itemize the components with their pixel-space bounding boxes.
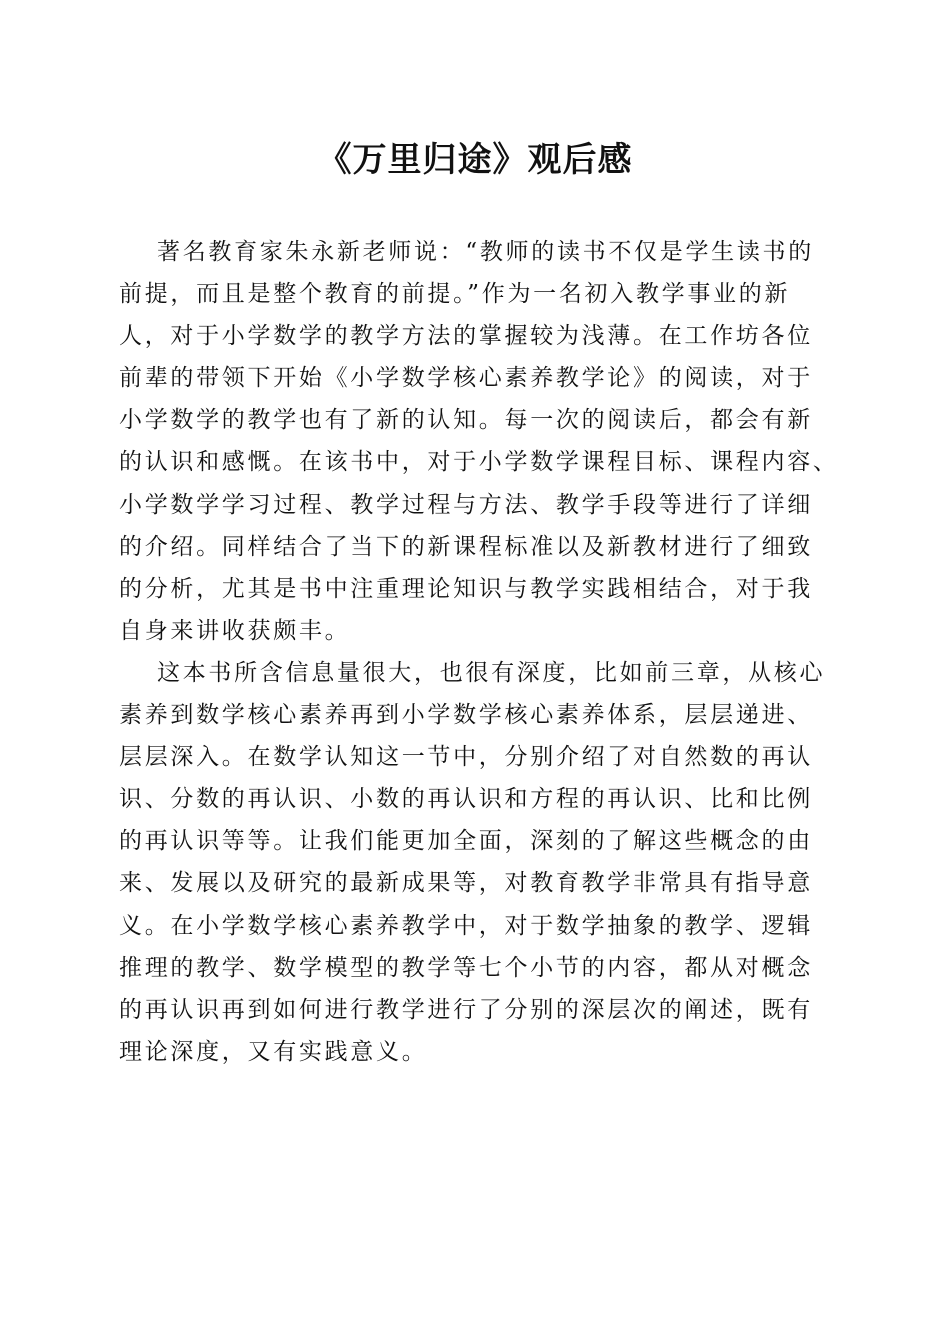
paragraph-line: 人，对于小学数学的教学方法的掌握较为浅薄。在工作坊各位 — [119, 323, 813, 350]
paragraph-line: 的分析，尤其是书中注重理论知识与教学实践相结合，对于我 — [119, 575, 813, 602]
paragraph-line: 自身来讲收获颇丰。 — [119, 617, 351, 644]
document-title: 《万里归途》观后感 — [317, 140, 633, 180]
paragraph-line: 的认识和感慨。在该书中，对于小学数学课程目标、课程内容、 — [119, 449, 839, 476]
paragraph-1 — [119, 231, 839, 652]
paragraph-line: 小学数学的教学也有了新的认知。每一次的阅读后，都会有新 — [119, 407, 813, 434]
paragraph-line: 小学数学学习过程、教学过程与方法、教学手段等进行了详细 — [119, 491, 813, 518]
paragraph-line: 著名教育家朱永新老师说：“教师的读书不仅是学生读书的 — [157, 239, 814, 265]
paragraph-line: 层层深入。在数学认知这一节中，分别介绍了对自然数的再认 — [119, 744, 813, 771]
paragraph-line: 前辈的带领下开始《小学数学核心素养教学论》的阅读，对于 — [119, 365, 813, 392]
paragraph-line: 识、分数的再认识、小数的再认识和方程的再认识、比和比例 — [119, 786, 813, 813]
paragraph-2 — [119, 652, 824, 1073]
document-body — [119, 231, 839, 1073]
paragraph-line: 的介绍。同样结合了当下的新课程标准以及新教材进行了细致 — [119, 533, 813, 560]
paragraph-line: 前提，而且是整个教育的前提。”作为一名初入教学事业的新 — [119, 281, 791, 308]
paragraph-line: 理论深度，又有实践意义。 — [119, 1038, 428, 1065]
paragraph-line: 义。在小学数学核心素养教学中，对于数学抽象的教学、逻辑 — [119, 912, 813, 939]
paragraph-line: 的再认识等等。让我们能更加全面，深刻的了解这些概念的由 — [119, 828, 813, 855]
paragraph-line: 的再认识再到如何进行教学进行了分别的深层次的阐述，既有 — [119, 996, 813, 1023]
paragraph-line: 推理的教学、数学模型的教学等七个小节的内容，都从对概念 — [119, 954, 813, 981]
paragraph-line: 这本书所含信息量很大，也很有深度，比如前三章，从核心 — [157, 659, 826, 686]
paragraph-line: 素养到数学核心素养再到小学数学核心素养体系，层层递进、 — [119, 702, 813, 729]
paragraph-line: 来、发展以及研究的最新成果等，对教育教学非常具有指导意 — [119, 870, 813, 897]
